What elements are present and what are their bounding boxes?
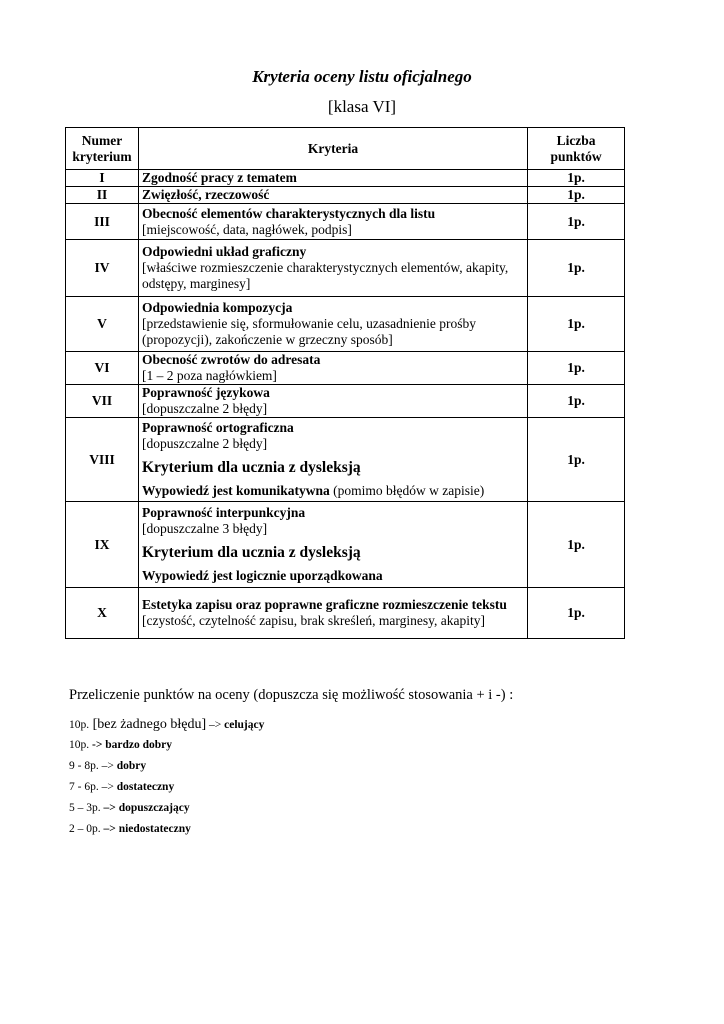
row-number: IV xyxy=(66,240,139,297)
row-number: III xyxy=(66,204,139,240)
criterion-name: Poprawność interpunkcyjna xyxy=(141,505,306,520)
row-number: II xyxy=(66,187,139,204)
grade-arrow: –> xyxy=(100,802,119,814)
row-number: X xyxy=(66,588,139,639)
dyslexia-note-plain: (pomimo błędów w zapisie) xyxy=(329,483,485,498)
grade-arrow: -> xyxy=(89,739,106,751)
header-points: Liczba punktów xyxy=(528,128,625,170)
grade-row xyxy=(69,714,264,735)
row-points: 1p. xyxy=(528,502,625,588)
table-header-row xyxy=(66,128,625,170)
grade-name: bardzo dobry xyxy=(105,739,173,751)
grade-name: dostateczny xyxy=(116,781,175,793)
dyslexia-criterion: Kryterium dla ucznia z dysleksją xyxy=(141,544,361,561)
document-title: Kryteria oceny listu oficjalnego xyxy=(252,67,472,86)
row-criteria xyxy=(138,170,527,187)
grade-row xyxy=(69,735,264,756)
row-number: I xyxy=(66,170,139,187)
grade-range: 5 – 3p. xyxy=(69,802,101,814)
dyslexia-note xyxy=(142,483,524,499)
table-row xyxy=(66,170,625,187)
criterion-name: Poprawność językowa xyxy=(141,385,270,400)
grade-row xyxy=(69,819,264,840)
dyslexia-note xyxy=(142,568,524,584)
criterion-name: Zwięzłość, rzeczowość xyxy=(141,187,270,202)
criterion-detail: [dopuszczalne 2 błędy] xyxy=(141,436,268,451)
row-criteria xyxy=(138,588,527,639)
criterion-detail: [dopuszczalne 3 błędy] xyxy=(141,521,268,536)
header-criteria: Kryteria xyxy=(138,128,527,170)
row-points: 1p. xyxy=(528,418,625,502)
criterion-name: Odpowiedni układ graficzny xyxy=(141,244,307,259)
conversion-intro: Przeliczenie punktów na oceny (dopuszcza się możliwość stosowania + i -) : xyxy=(69,687,514,703)
grade-range: 2 – 0p. xyxy=(69,823,101,835)
grade-arrow: –> xyxy=(98,760,117,772)
row-points: 1p. xyxy=(528,204,625,240)
row-number: VI xyxy=(66,352,139,385)
row-criteria xyxy=(138,385,527,418)
grade-name: celujący xyxy=(224,719,265,731)
table-row xyxy=(66,385,625,418)
grade-name: dobry xyxy=(116,760,147,772)
row-criteria xyxy=(138,418,527,502)
header-number: Numer kryterium xyxy=(66,128,139,170)
grade-range: 10p. xyxy=(69,719,90,731)
grade-row xyxy=(69,777,264,798)
dyslexia-note-bold: Wypowiedź jest logicznie uporządkowana xyxy=(141,568,383,583)
criterion-detail: [przedstawienie się, sformułowanie celu, uzasadnienie prośby (propozycji), zakończenie w grzeczny sposób] xyxy=(141,316,476,347)
table-row xyxy=(66,204,625,240)
row-points: 1p. xyxy=(528,170,625,187)
row-number: VIII xyxy=(66,418,139,502)
table-row xyxy=(66,418,625,502)
dyslexia-note-bold: Wypowiedź jest komunikatywna xyxy=(141,483,330,498)
grade-name: niedostateczny xyxy=(118,823,191,835)
table-row xyxy=(66,297,625,352)
criterion-name: Obecność zwrotów do adresata xyxy=(141,352,321,367)
row-points: 1p. xyxy=(528,297,625,352)
row-criteria xyxy=(138,204,527,240)
grade-range: 10p. xyxy=(69,739,90,751)
grade-scale xyxy=(69,714,264,840)
table-row xyxy=(66,187,625,204)
row-points: 1p. xyxy=(528,385,625,418)
grade-note: [bez żadnego błędu] xyxy=(89,717,207,732)
table-row xyxy=(66,352,625,385)
grade-name: dopuszczający xyxy=(118,802,190,814)
criteria-table xyxy=(65,127,625,639)
grade-range: 7 - 6p. xyxy=(69,781,99,793)
row-criteria xyxy=(138,352,527,385)
row-points: 1p. xyxy=(528,187,625,204)
row-criteria xyxy=(138,297,527,352)
table-row xyxy=(66,502,625,588)
grade-range: 9 - 8p. xyxy=(69,760,99,772)
grade-arrow: –> xyxy=(100,823,119,835)
row-points: 1p. xyxy=(528,352,625,385)
criterion-detail: [właściwe rozmieszczenie charakterystycznych elementów, akapity, odstępy, marginesy] xyxy=(141,260,509,291)
table-row xyxy=(66,588,625,639)
criterion-detail: [miejscowość, data, nagłówek, podpis] xyxy=(141,221,352,237)
criterion-detail: [dopuszczalne 2 błędy] xyxy=(141,401,268,416)
criterion-name: Estetyka zapisu oraz poprawne graficzne rozmieszczenie tekstu xyxy=(141,597,507,612)
grade-row xyxy=(69,756,264,777)
grade-row xyxy=(69,798,264,819)
row-criteria xyxy=(138,502,527,588)
criterion-name: Obecność elementów charakterystycznych dla listu xyxy=(141,205,436,221)
row-criteria xyxy=(138,187,527,204)
row-criteria xyxy=(138,240,527,297)
row-number: VII xyxy=(66,385,139,418)
criterion-name: Poprawność ortograficzna xyxy=(141,420,294,435)
row-points: 1p. xyxy=(528,240,625,297)
row-points: 1p. xyxy=(528,588,625,639)
row-number: V xyxy=(66,297,139,352)
criterion-detail: [1 – 2 poza nagłówkiem] xyxy=(141,368,277,383)
criterion-name: Zgodność pracy z tematem xyxy=(141,170,297,185)
document-subtitle: [klasa VI] xyxy=(327,97,397,116)
criterion-detail: [czystość, czytelność zapisu, brak skreśleń, marginesy, akapity] xyxy=(141,613,485,628)
grade-arrow: –> xyxy=(98,781,117,793)
row-number: IX xyxy=(66,502,139,588)
grade-arrow: –> xyxy=(206,719,225,731)
dyslexia-criterion: Kryterium dla ucznia z dysleksją xyxy=(141,459,361,476)
criterion-name: Odpowiednia kompozycja xyxy=(141,300,293,315)
table-row xyxy=(66,240,625,297)
